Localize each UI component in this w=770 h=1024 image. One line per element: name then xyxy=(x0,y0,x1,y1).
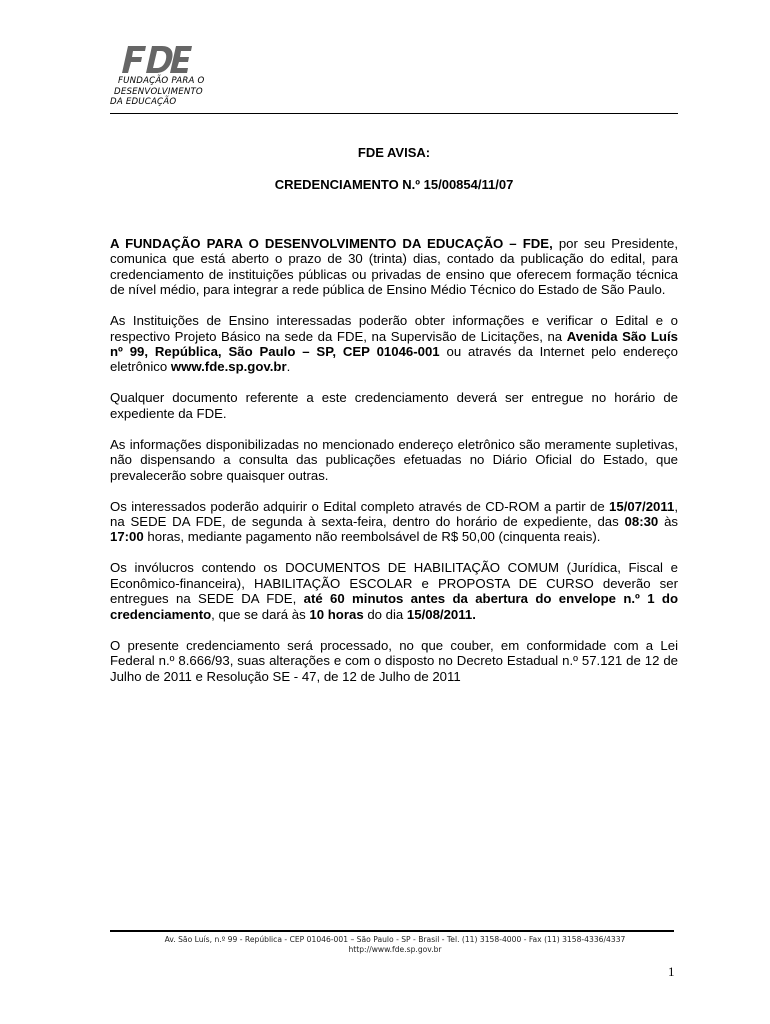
p2-address: Avenida São Luís nº 99, República, São Paulo – SP, CEP 01046-001 xyxy=(110,328,678,360)
footer-divider xyxy=(110,930,674,932)
p6-deadline: até 60 minutos antes da abertura do envelope n.º 1 do credenciamento xyxy=(110,591,678,622)
page-number: 1 xyxy=(668,964,675,979)
p2-text-1: As Instituições de Ensino interessadas poderão obter informações e verificar o Edital e o respectivo Projeto Básico na sede da FDE, na Supervisão de Licitações, na xyxy=(110,313,678,344)
p5-text-3: às xyxy=(658,514,678,530)
p1-bold: A FUNDAÇÃO PARA O DESENVOLVIMENTO DA EDUCAÇÃO – FDE, xyxy=(110,236,553,251)
paragraph-6 xyxy=(110,560,678,622)
p5-text-1: Os interessados poderão adquirir o Edital completo através de CD-ROM a partir de xyxy=(110,498,610,514)
p2-website: www.fde.sp.gov.br xyxy=(170,359,287,375)
fde-logo-org-name xyxy=(110,76,205,108)
p6-text-2: , que se dará às xyxy=(211,606,310,622)
p6-text-3: do dia xyxy=(363,606,407,622)
p2-text-2: ou através da Internet pelo endereço eletrônico xyxy=(110,344,678,375)
p5-start-time: 08:30 xyxy=(624,514,659,530)
p5-date: 15/07/2011 xyxy=(609,498,675,514)
paragraph-2 xyxy=(110,313,678,375)
p6-time: 10 horas xyxy=(309,606,364,622)
page-footer xyxy=(100,935,690,955)
org-line-1: FUNDAÇÃO PARA O xyxy=(118,76,205,86)
p2-text-3: . xyxy=(286,359,291,375)
org-line-2: DESENVOLVIMENTO xyxy=(114,86,203,97)
p1-text: por seu Presidente, comunica que está aberto o prazo de 30 (trinta) dias, contado da publicação do edital, para credenciamento de instituições públicas ou privadas de ensino que oferecem formação técnica de nível médio, para integrar a rede pública de Ensino Médio Técnico do Estado de São Paulo. xyxy=(110,236,678,298)
paragraph-4: As informações disponibilizadas no mencionado endereço eletrônico são meramente supletivas, não dispensando a consulta das publicações efetuadas no Diário Oficial do Estado, que prevalecerão sobre quaisquer outras. xyxy=(110,436,678,483)
p6-text-1: Os invólucros contendo os DOCUMENTOS DE HABILITAÇÃO COMUM (Jurídica, Fiscal e Econômico-financeira), HABILITAÇÃO ESCOLAR e PROPOSTA DE CURSO deverão ser entregues na SEDE DA FDE, xyxy=(110,560,678,607)
p5-text-2: , na SEDE DA FDE, de segunda à sexta-feira, dentro do horário de expediente, das xyxy=(110,498,678,530)
paragraph-7: O presente credenciamento será processado, no que couber, em conformidade com a Lei Federal n.º 8.666/93, suas alterações e com o disposto no Decreto Estadual n.º 57.121 de 12 de Julho de 2011 e Resolução SE - 47, de 12 de Julho de 2011 xyxy=(110,637,678,684)
paragraph-5 xyxy=(110,499,678,545)
p6-date: 15/08/2011. xyxy=(406,606,476,622)
header-divider xyxy=(110,113,678,114)
p5-text-4: horas, mediante pagamento não reembolsável de R$ 50,00 (cinquenta reais). xyxy=(143,529,601,545)
paragraph-1 xyxy=(110,236,678,298)
paragraph-3: Qualquer documento referente a este credenciamento deverá ser entregue no horário de expediente da FDE. xyxy=(110,390,678,421)
p5-end-time: 17:00 xyxy=(110,529,144,545)
notice-body xyxy=(110,236,678,684)
org-line-3: DA EDUCAÇÃO xyxy=(110,97,177,107)
notice-title: FDE AVISA: xyxy=(357,145,431,160)
notice-subtitle: CREDENCIAMENTO N.º 15/00854/11/07 xyxy=(274,177,514,192)
fde-logo-mark xyxy=(120,44,192,74)
fde-logo xyxy=(110,44,240,112)
footer-address: Av. São Luís, n.º 99 - República - CEP 01046-001 – São Paulo - SP - Brasil - Tel. (11) 3158-4000 - Fax (11) 3158-4336/4337 xyxy=(164,935,626,944)
footer-url: http://www.fde.sp.gov.br xyxy=(348,945,442,954)
